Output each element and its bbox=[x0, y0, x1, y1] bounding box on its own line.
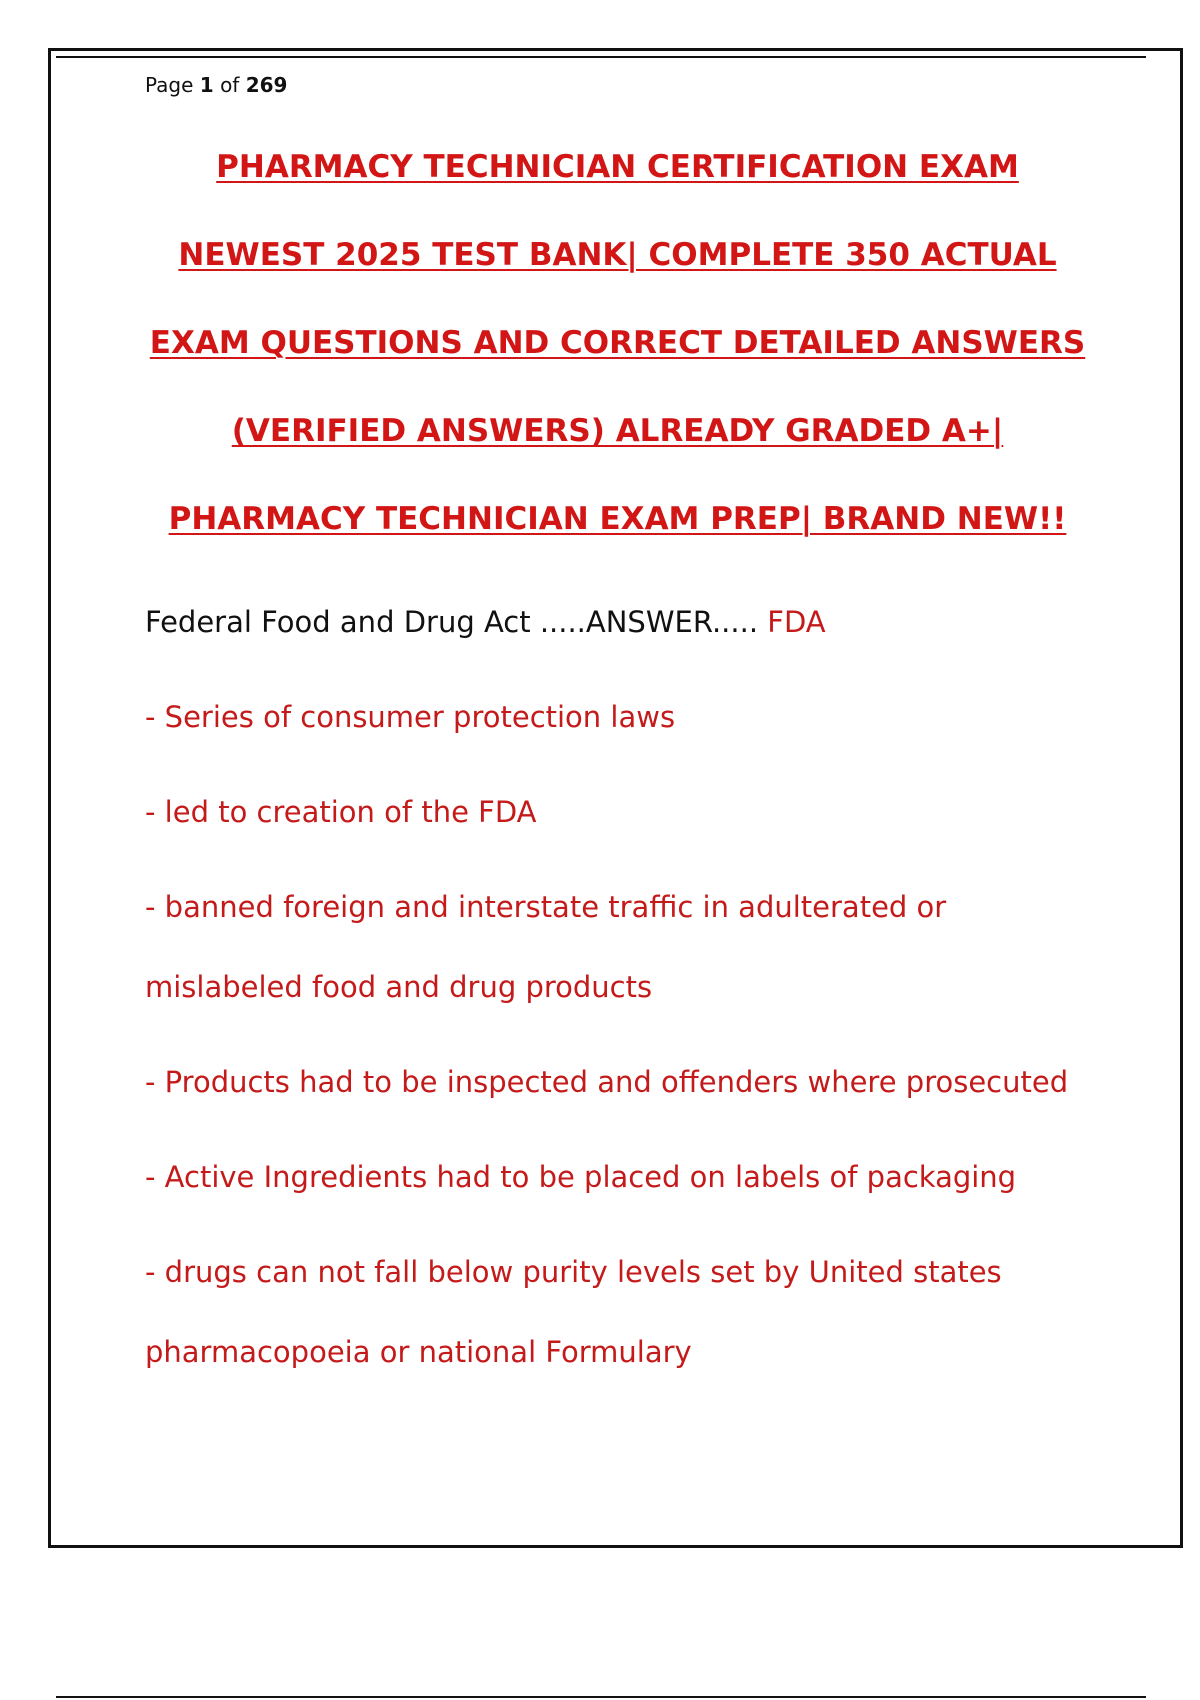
bullet-item bbox=[145, 790, 1145, 834]
content-body bbox=[145, 600, 1145, 1425]
title-line bbox=[60, 497, 1175, 585]
question-line bbox=[145, 600, 1145, 644]
title-line-text: PHARMACY TECHNICIAN CERTIFICATION EXAM bbox=[216, 149, 1019, 185]
bullet-text-continued: pharmacopoeia or national Formulary bbox=[145, 1335, 692, 1369]
bullet-text-continued: mislabeled food and drug products bbox=[145, 970, 653, 1004]
title-line bbox=[60, 233, 1175, 321]
bullet-item bbox=[145, 1250, 1145, 1374]
bullet-item bbox=[145, 1060, 1145, 1104]
bullet-text: - drugs can not fall below purity levels set by United states bbox=[145, 1255, 1002, 1289]
bullet-item bbox=[145, 1155, 1145, 1199]
bullet-text: - banned foreign and interstate traffic in adulterated or bbox=[145, 890, 947, 924]
title-line bbox=[60, 145, 1175, 233]
page-current: 1 bbox=[199, 73, 214, 97]
bullet-text: - led to creation of the FDA bbox=[145, 795, 537, 829]
top-rule bbox=[56, 56, 1146, 58]
page-indicator bbox=[145, 73, 287, 97]
title-line-text: PHARMACY TECHNICIAN EXAM PREP| BRAND NEW!! bbox=[168, 501, 1067, 537]
answer-text: FDA bbox=[767, 605, 826, 639]
bullet-item bbox=[145, 695, 1145, 739]
bottom-rule bbox=[56, 1696, 1146, 1698]
page-total: 269 bbox=[245, 73, 288, 97]
bullet-text: - Series of consumer protection laws bbox=[145, 700, 676, 734]
bullet-text: - Active Ingredients had to be placed on labels of packaging bbox=[145, 1160, 1017, 1194]
title-line-text: (VERIFIED ANSWERS) ALREADY GRADED A+| bbox=[231, 413, 1004, 449]
page-label: Page bbox=[145, 73, 194, 97]
page-of: of bbox=[220, 73, 240, 97]
bullet-text: - Products had to be inspected and offenders where prosecuted bbox=[145, 1065, 1069, 1099]
title-line bbox=[60, 409, 1175, 497]
title-line-text: NEWEST 2025 TEST BANK| COMPLETE 350 ACTUAL bbox=[178, 237, 1057, 273]
document-title bbox=[60, 145, 1175, 585]
title-line-text: EXAM QUESTIONS AND CORRECT DETAILED ANSWERS bbox=[149, 325, 1086, 361]
title-line bbox=[60, 321, 1175, 409]
bullet-item bbox=[145, 885, 1145, 1009]
question-text: Federal Food and Drug Act .....ANSWER..... bbox=[145, 605, 759, 639]
